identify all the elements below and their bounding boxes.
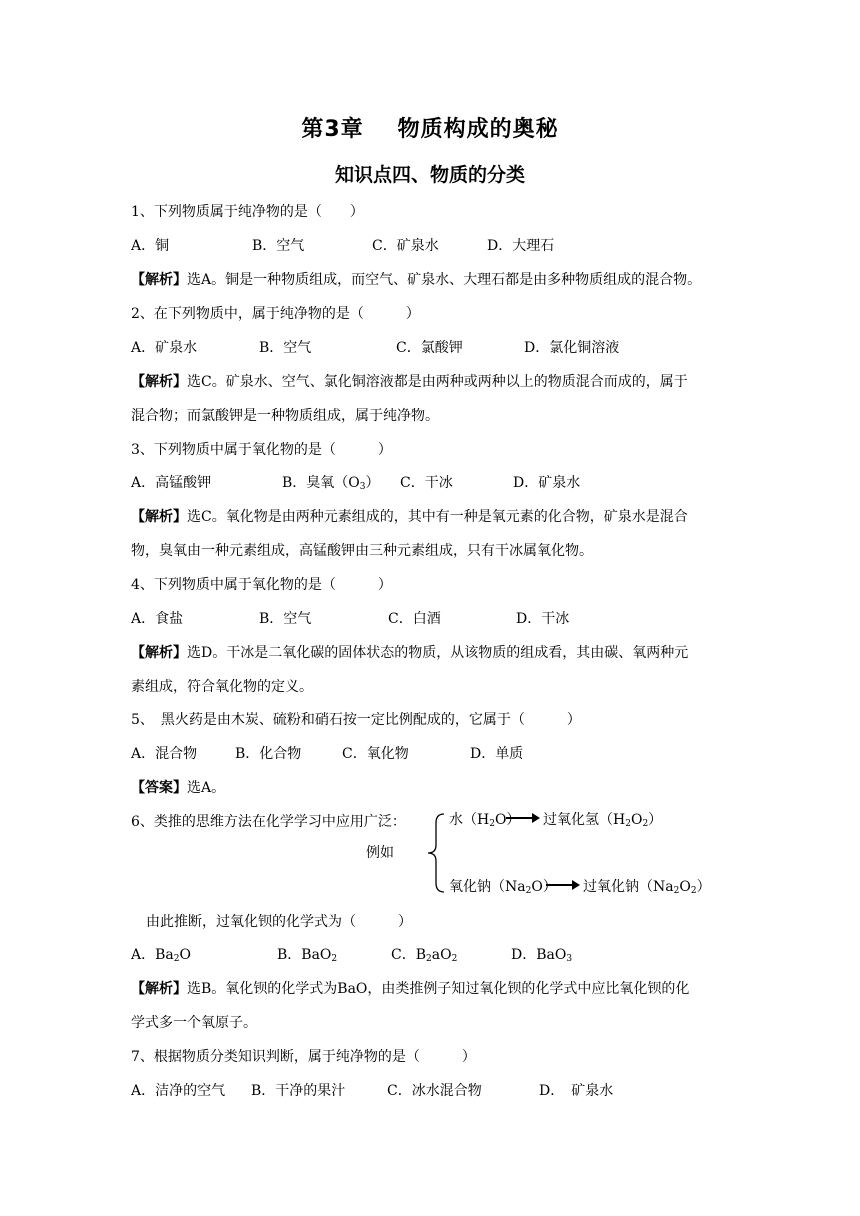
- q3-analysis-line-1: [131, 507, 688, 527]
- analysis-text: 选B。氧化钡的化学式为BaO，由类推例子知过氧化钡的化学式中应比氧化钡的化: [187, 981, 690, 997]
- formula-sub: 2: [690, 886, 697, 896]
- q6-example-row1-right: [543, 810, 662, 834]
- q6-option-c: [391, 945, 457, 969]
- question-6-stem: 6、类推的思维方法在化学学习中应用广泛：: [131, 814, 406, 830]
- formula-text: ）: [648, 812, 663, 828]
- q2-option-a: A．矿泉水: [131, 340, 198, 356]
- q3-option-b-sub: 3: [359, 482, 366, 492]
- question-2-stem: 2、在下列物质中，属于纯净物的是（ ）: [131, 306, 420, 322]
- formula-text: 水（H: [449, 812, 490, 828]
- q2-option-b: B．空气: [259, 340, 312, 356]
- q3-analysis-line-2: 物，臭氧由一种元素组成，高锰酸钾由三种元素组成，只有干冰属氧化物。: [131, 543, 593, 559]
- q1-option-a: A．铜: [131, 238, 170, 254]
- arrow-right-icon: [506, 811, 540, 825]
- q6-option-b: [277, 945, 337, 969]
- q2-analysis-line-2: 混合物；而氯酸钾是一种物质组成，属于纯净物。: [131, 408, 439, 424]
- q7-option-a: A．洁净的空气: [131, 1083, 226, 1099]
- chapter-name: 物质构成的奥秘: [397, 117, 559, 142]
- q4-option-a: A．食盐: [131, 611, 184, 627]
- q4-option-d: D．干冰: [516, 611, 570, 627]
- question-5-stem: 5、 黑火药是由木炭、硫粉和硝石按一定比例配成的，它属于（ ）: [131, 712, 581, 728]
- analysis-text: 选A。铜是一种物质组成，而空气、矿泉水、大理石都是由多种物质组成的混合物。: [187, 272, 702, 288]
- formula-text: 氧化钠（Na: [449, 879, 526, 895]
- q5-option-d: D．单质: [470, 746, 524, 762]
- chapter-number: 第3章: [301, 117, 364, 142]
- q1-option-d: D．大理石: [487, 238, 555, 254]
- q1-option-c: C．矿泉水: [372, 238, 439, 254]
- left-brace-icon: [420, 813, 450, 893]
- q5-option-b: B．化合物: [235, 746, 302, 762]
- q1-option-b: B．空气: [252, 238, 305, 254]
- arrow-right-icon: [546, 878, 580, 892]
- formula-sub: 2: [673, 886, 680, 896]
- formula-text: D．BaO: [511, 947, 567, 963]
- q6-example-row2-right: [583, 877, 711, 901]
- analysis-tag: 【解析】: [131, 645, 187, 661]
- q2-option-c: C．氯酸钾: [396, 340, 463, 356]
- q3-option-c: C．干冰: [400, 475, 453, 491]
- formula-text: ）: [696, 879, 711, 895]
- question-3-stem: 3、下列物质中属于氧化物的是（ ）: [131, 442, 392, 458]
- chapter-title: [0, 112, 860, 143]
- q4-analysis-line-1: [131, 643, 688, 663]
- analysis-text: 选D。干冰是二氧化碳的固体状态的物质，从该物质的组成看，其由碳、氧两种元: [187, 645, 689, 661]
- formula-text: C．B: [391, 947, 426, 963]
- q3-option-b: [282, 473, 380, 497]
- q7-option-d: D． 矿泉水: [539, 1083, 614, 1099]
- question-4-stem: 4、下列物质中属于氧化物的是（ ）: [131, 577, 392, 593]
- analysis-text: 选C。矿泉水、空气、氯化铜溶液都是由两种或两种以上的物质混合而成的，属于: [187, 374, 688, 390]
- formula-sub: 2: [426, 954, 432, 964]
- analysis-text: 选C。氧化物是由两种元素组成的，其中有一种是氧元素的化合物，矿泉水是混合: [187, 509, 688, 525]
- question-7-stem: 7、根据物质分类知识判断，属于纯净物的是（ ）: [131, 1049, 476, 1065]
- q6-example-label: 例如: [366, 845, 394, 861]
- q2-option-d: D．氯化铜溶液: [524, 340, 620, 356]
- q6-analysis-line-2: 学式多一个氧原子。: [131, 1015, 257, 1031]
- q3-option-b-close: ）: [365, 475, 380, 491]
- analysis-tag: 【解析】: [131, 509, 187, 525]
- formula-sub: 2: [451, 954, 458, 964]
- answer-tag: 【答案】: [131, 780, 187, 796]
- q4-option-b: B．空气: [259, 611, 312, 627]
- formula-text: O: [679, 879, 691, 895]
- analysis-tag: 【解析】: [131, 272, 187, 288]
- q6-inference: 由此推断，过氧化钡的化学式为（ ）: [146, 914, 412, 930]
- q4-option-c: C．白酒: [388, 611, 441, 627]
- formula-text: O）: [531, 879, 557, 895]
- formula-sub: 2: [625, 819, 631, 829]
- formula-sub: 2: [489, 819, 495, 829]
- q6-option-a: [131, 945, 191, 969]
- q5-option-a: A．混合物: [131, 746, 198, 762]
- answer-text: 选A。: [187, 780, 226, 796]
- formula-sub: 3: [566, 954, 573, 964]
- section-title: 知识点四、物质的分类: [334, 164, 525, 186]
- formula-text: B．BaO: [277, 947, 332, 963]
- formula-sub: 2: [331, 954, 338, 964]
- q5-answer: [131, 778, 225, 798]
- q6-example-row2-left: [449, 877, 557, 901]
- q6-analysis-line-1: [131, 979, 689, 999]
- q4-analysis-line-2: 素组成，符合氧化物的定义。: [131, 679, 313, 695]
- formula-text: O: [179, 947, 191, 963]
- q7-option-b: B．干净的果汁: [251, 1083, 346, 1099]
- formula-text: O: [630, 812, 643, 828]
- q1-analysis: [131, 270, 701, 290]
- formula-text: O）: [494, 812, 521, 828]
- formula-text: A．Ba: [131, 947, 174, 963]
- formula-text: aO: [431, 947, 452, 963]
- formula-sub: 2: [525, 886, 532, 896]
- q6-option-d: [511, 945, 572, 969]
- q3-option-a: A．高锰酸钾: [131, 475, 212, 491]
- analysis-tag: 【解析】: [131, 374, 187, 390]
- q2-analysis-line-1: [131, 372, 688, 392]
- formula-text: 过氧化氢（H: [543, 812, 626, 828]
- q3-option-b-text: B．臭氧（O: [282, 475, 360, 491]
- q7-option-c: C．冰水混合物: [387, 1083, 482, 1099]
- q3-option-d: D．矿泉水: [513, 475, 581, 491]
- q5-option-c: C．氧化物: [342, 746, 409, 762]
- formula-sub: 2: [173, 954, 180, 964]
- question-1-stem: 1、下列物质属于纯净物的是（ ）: [131, 204, 364, 220]
- formula-text: 过氧化钠（Na: [583, 879, 674, 895]
- analysis-tag: 【解析】: [131, 981, 187, 997]
- formula-sub: 2: [642, 819, 649, 829]
